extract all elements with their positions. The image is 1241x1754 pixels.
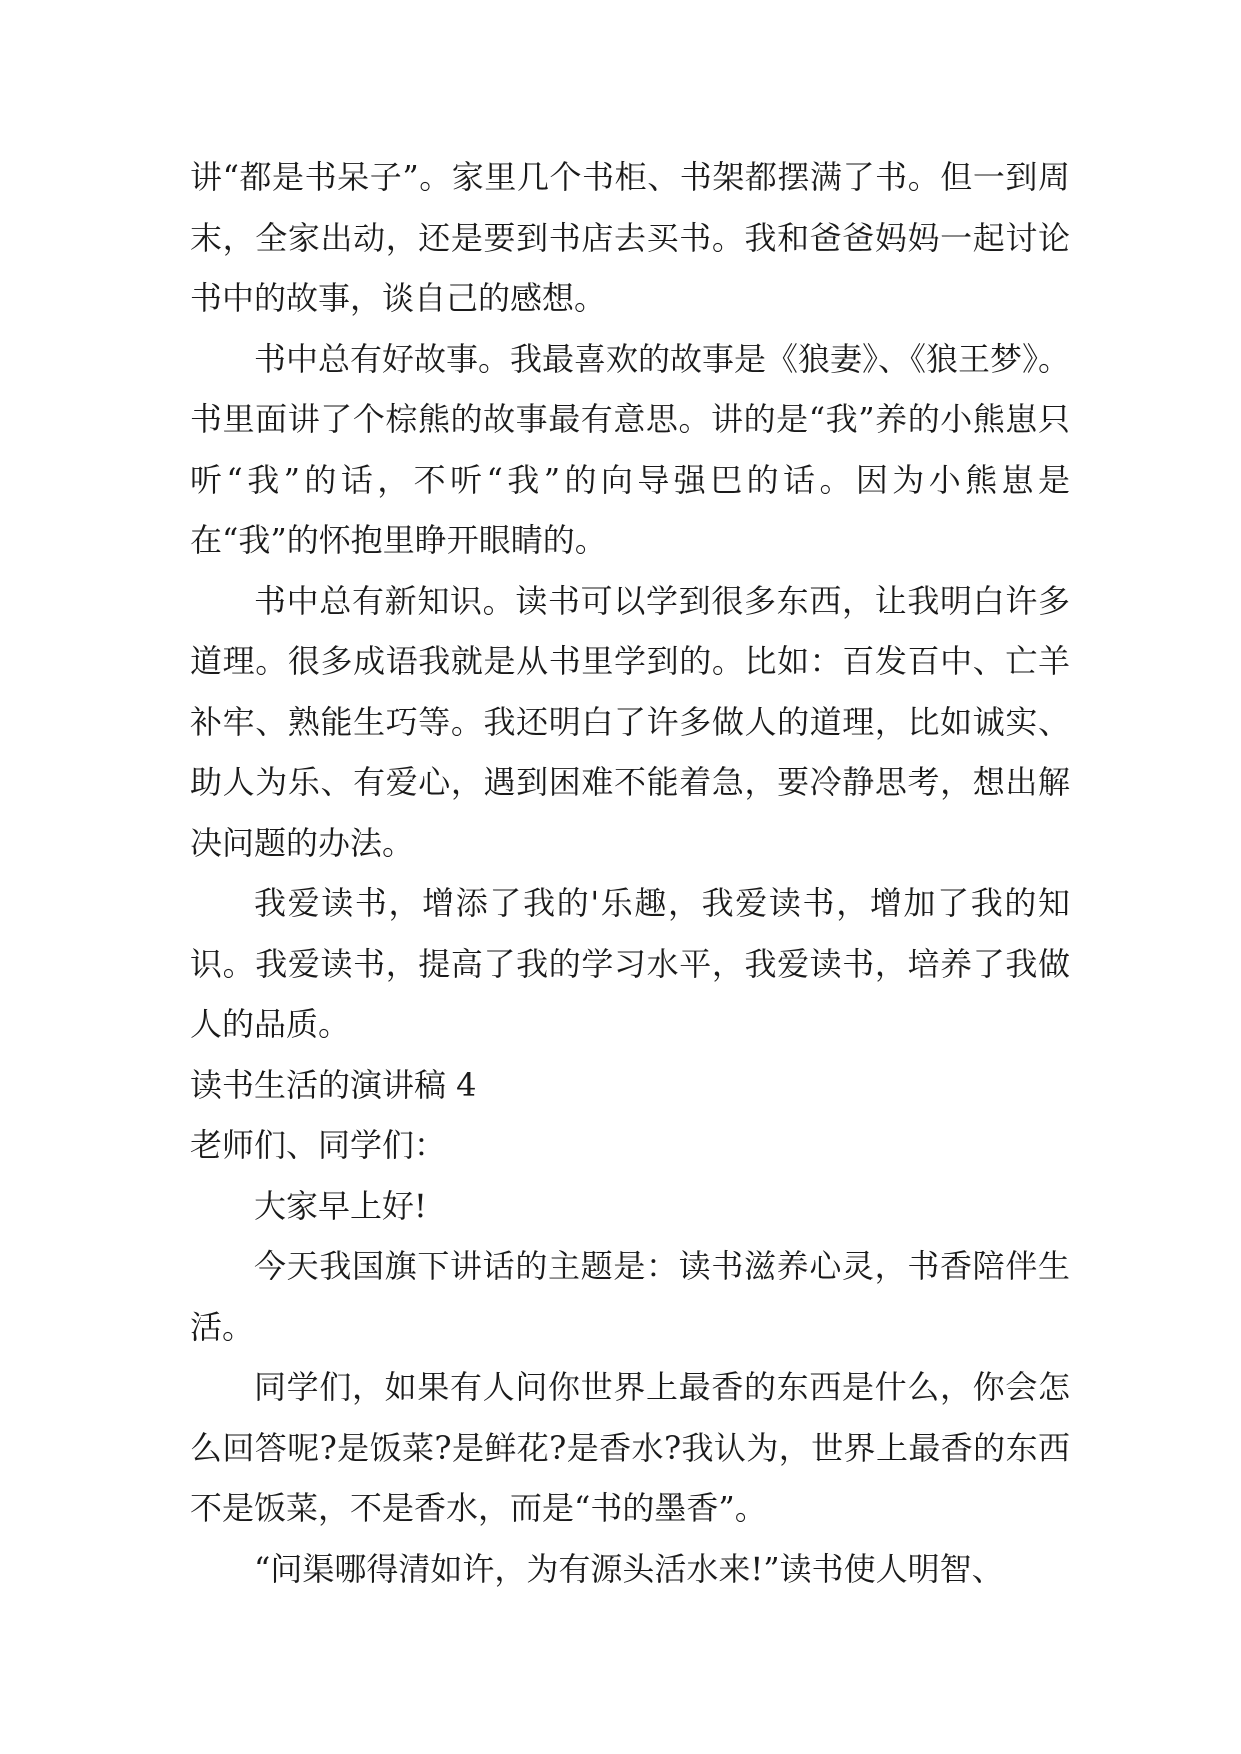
paragraph-good-stories: 书中总有好故事。我最喜欢的故事是《狼妻》、《狼王梦》。书里面讲了个棕熊的故事最有意思。讲的是“我”养的小熊崽只听“我”的话，不听“我”的向导强巴的话。因为小熊崽是在“我”的怀抱里睁开眼睛的。 bbox=[190, 339, 1071, 559]
salutation: 老师们、同学们： bbox=[190, 1126, 447, 1164]
paragraph-new-knowledge: 书中总有新知识。读书可以学到很多东西，让我明白许多道理。很多成语我就是从书里学到的。比如：百发百中、亡羊补牢、熟能生巧等。我还明白了许多做人的道理，比如诚实、助人为乐、有爱心，遇到困难不能着急，要冷静思考，想出解决问题的办法。 bbox=[190, 581, 1070, 862]
document-body bbox=[190, 147, 1070, 1599]
section-title: 读书生活的演讲稿 4 bbox=[190, 1065, 477, 1104]
paragraph-continuation: 讲“都是书呆子”。家里几个书柜、书架都摆满了书。但一到周末，全家出动，还是要到书店去买书。我和爸爸妈妈一起讨论书中的故事，谈自己的感想。 bbox=[190, 158, 1070, 317]
greeting: 大家早上好! bbox=[254, 1186, 427, 1225]
paragraph-speech-quote: “问渠哪得清如许，为有源头活水来!”读书使人明智、 bbox=[254, 1549, 1004, 1588]
paragraph-speech-topic: 今天我国旗下讲话的主题是：读书滋养心灵，书香陪伴生活。 bbox=[190, 1247, 1070, 1346]
paragraph-speech-question: 同学们，如果有人问你世界上最香的东西是什么，你会怎么回答呢?是饭菜?是鲜花?是香水?我认为，世界上最香的东西不是饭菜，不是香水，而是“书的墨香”。 bbox=[190, 1368, 1070, 1527]
paragraph-love-reading: 我爱读书，增添了我的'乐趣，我爱读书，增加了我的知识。我爱读书，提高了我的学习水平，我爱读书，培养了我做人的品质。 bbox=[190, 884, 1070, 1043]
